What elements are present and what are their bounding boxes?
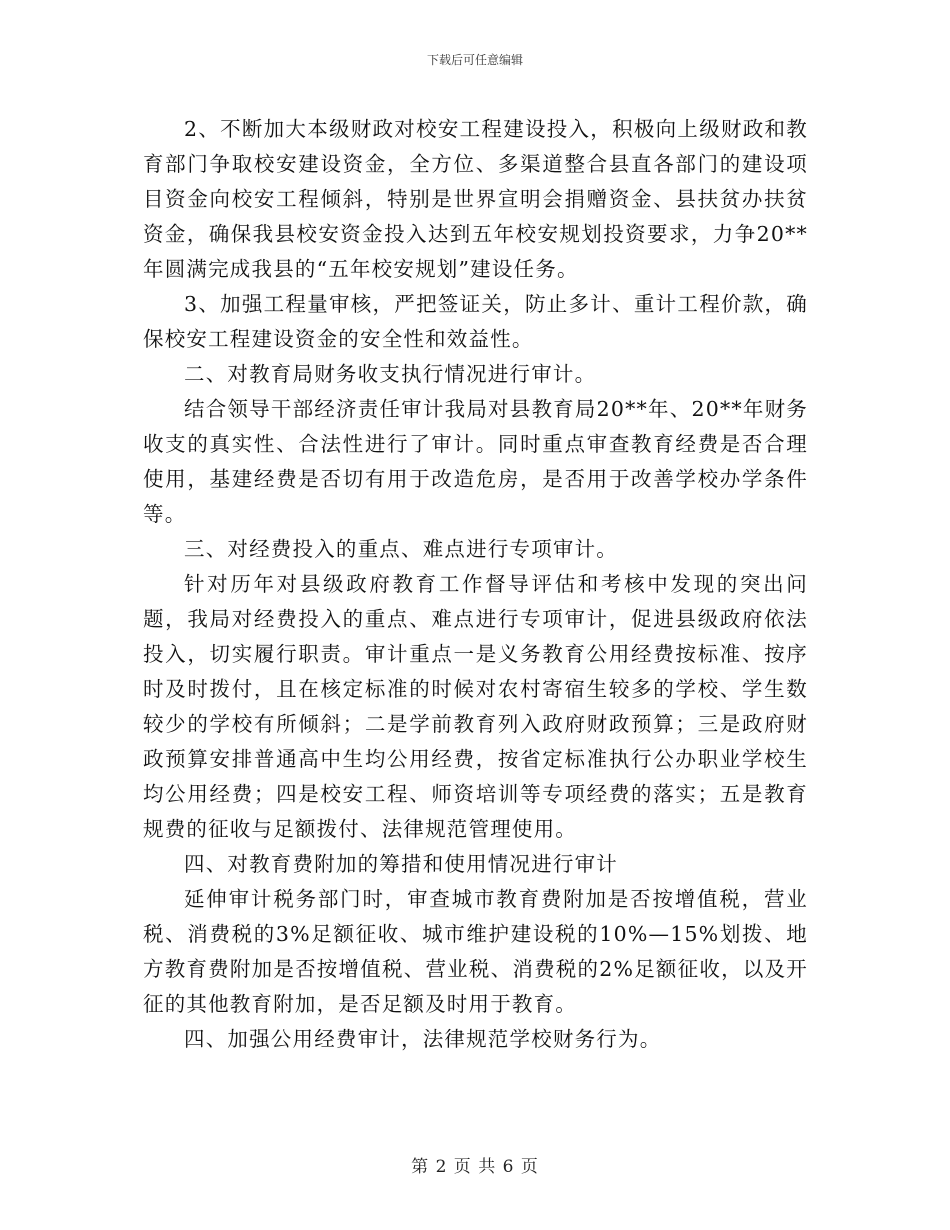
paragraph-special-audit: 针对历年对县级政府教育工作督导评估和考核中发现的突出问题，我局对经费投入的重点、难点进行专项审计，促进县级政府依法投入，切实履行职责。审计重点一是义务教育公用经费按标准、按序时及时拨付，且在核定标准的时候对农村寄宿生较多的学校、学生数较少的学校有所倾斜；二是学前教育列入政府财政预算；三是政府财政预算安排普通高中生均公用经费，按省定标准执行公办职业学校生均公用经费；四是校安工程、师资培训等专项经费的落实；五是教育规费的征收与足额拨付、法律规范管理使用。: [143, 572, 808, 841]
document-body: [143, 112, 808, 1057]
section-heading-2: 二、对教育局财务收支执行情况进行审计。: [184, 362, 597, 386]
section-heading-4b: 四、加强公用经费审计，法律规范学校财务行为。: [184, 1027, 662, 1051]
section-heading-4: 四、对教育费附加的筹措和使用情况进行审计: [184, 852, 618, 876]
paragraph-tax-audit: 延伸审计税务部门时，审查城市教育费附加是否按增值税，营业税、消费税的3%足额征收、城市维护建设税的10%—15%划拨、地方教育费附加是否按增值税、营业税、消费税的2%足额征收，以及开征的其他教育附加，是否足额及时用于教育。: [143, 887, 808, 1016]
page-header-note: 下载后可任意编辑: [426, 53, 523, 67]
section-heading-3: 三、对经费投入的重点、难点进行专项审计。: [184, 537, 618, 561]
page-number: 第 2 页 共 6 页: [411, 1157, 539, 1177]
paragraph-investment: 2、不断加大本级财政对校安工程建设投入，积极向上级财政和教育部门争取校安建设资金，全方位、多渠道整合县直各部门的建设项目资金向校安工程倾斜，特别是世界宣明会捐赠资金、县扶贫办扶贫资金，确保我县校安资金投入达到五年校安规划投资要求，力争20**年圆满完成我县的“五年校安规划”建设任务。: [143, 117, 808, 281]
paragraph-quantity-review: 3、加强工程量审核，严把签证关，防止多计、重计工程价款，确保校安工程建设资金的安全性和效益性。: [143, 292, 808, 351]
paragraph-finance-audit: 结合领导干部经济责任审计我局对县教育局20**年、20**年财务收支的真实性、合法性进行了审计。同时重点审查教育经费是否合理使用，基建经费是否切有用于改造危房，是否用于改善学校办学条件等。: [143, 397, 808, 526]
